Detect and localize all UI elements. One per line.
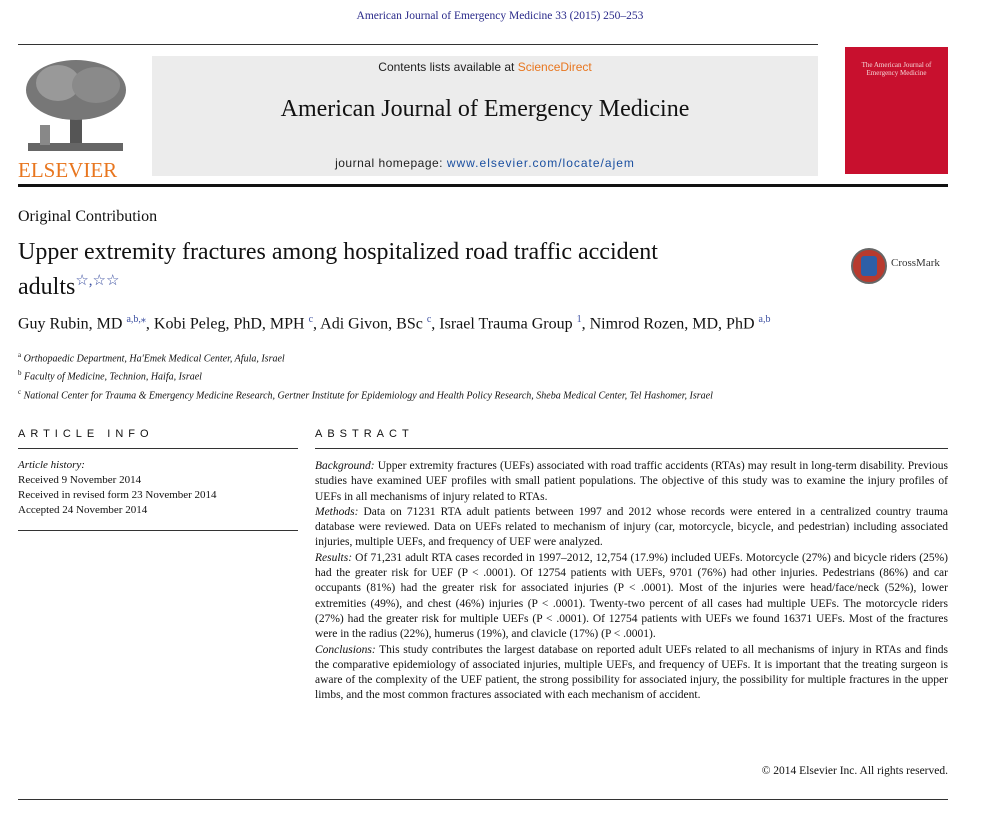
abstract-background	[315, 459, 948, 505]
abstract-results	[315, 551, 948, 643]
background-text: Upper extremity fractures (UEFs) associated with road traffic accidents (RTAs) may result in long-term disability. Previous studies have examined UEF profiles with small patient populations. The objective of this study was to examine the injury profiles of UEFs in all mechanisms of injury related to RTAs.	[315, 460, 948, 503]
section-type: Original Contribution	[18, 208, 158, 225]
article-title	[18, 238, 698, 302]
author-name[interactable]: , Adi Givon, BSc	[313, 315, 427, 333]
elsevier-tree-icon	[18, 55, 133, 155]
journal-cover-image[interactable]	[845, 47, 948, 174]
cover-title: The American Journal of Emergency Medicine	[861, 61, 932, 77]
methods-text: Data on 71231 RTA adult patients between 1997 and 2012 whose records were entered in a centralized country trauma database were reviewed. Data on UEFs related to mechanism of injury (car, motorcycle, bicycle, and pedestrian) including associated injuries, multiple UEFs, and frequency of UEF were analyzed.	[315, 505, 948, 549]
author-affiliation-marks[interactable]: c	[426, 314, 432, 325]
author-name[interactable]: , Kobi Peleg, PhD, MPH	[145, 315, 309, 333]
journal-citation[interactable]: American Journal of Emergency Medicine 33 (2015) 250–253	[356, 10, 644, 22]
copyright-notice: © 2014 Elsevier Inc. All rights reserved.	[761, 765, 948, 777]
author-affiliation-marks[interactable]: a,b,⁎	[126, 314, 146, 325]
crossmark-icon	[851, 248, 887, 284]
crossmark-label: CrossMark	[891, 257, 940, 269]
results-text: Of 71,231 adult RTA cases recorded in 1997–2012, 12,754 (17.9%) included UEFs. Motorcycle (27%) and bicycle riders (25%) had the greater risk for UEF (P < .0001). Of 12754 patients with UEFs, 9701 (76%) had other injuries. Pedestrians (86%) and car occupants (81%) had the greater risk for associated injuries (P < .0001). Most of the injuries were head/face/neck (52%), lower extremities (49%), and chest (46%) injuries (P < .0001). Twenty-two percent of all cases had multiple UEFs. The motorcycle riders (27%) had the greater risk for multiple UEFs (P < .0001). Of 12754 patients with UEFs we found 16371 UEFs. Most of the fractures were in the radius (22%), humerus (19%), and clavicle (17%) (P < .0001).	[315, 551, 948, 641]
author-name[interactable]: , Nimrod Rozen, MD, PhD	[581, 315, 759, 333]
affiliation-key: a	[18, 351, 22, 359]
author-list	[18, 314, 978, 333]
journal-homepage	[152, 156, 818, 170]
affiliation-item	[18, 348, 978, 366]
title-footnote-marks[interactable]: ☆,☆☆	[75, 273, 120, 289]
author-affiliation-marks[interactable]: c	[308, 314, 314, 325]
author-affiliation-marks[interactable]: 1	[576, 314, 582, 325]
author-affiliation-marks[interactable]: a,b	[758, 314, 771, 325]
results-label: Results:	[315, 551, 353, 564]
history-label: Article history:	[18, 459, 85, 471]
accepted-date: Accepted 24 November 2014	[18, 504, 148, 516]
revised-date: Received in revised form 23 November 2014	[18, 489, 217, 501]
background-label: Background:	[315, 460, 375, 472]
received-date: Received 9 November 2014	[18, 474, 142, 486]
methods-label: Methods:	[315, 505, 359, 518]
top-divider	[18, 44, 818, 45]
elsevier-logo	[18, 55, 133, 180]
conclusions-label: Conclusions:	[315, 643, 376, 656]
author-name[interactable]: Guy Rubin, MD	[18, 315, 127, 333]
abstract-methods	[315, 505, 948, 551]
article-title-text: Upper extremity fractures among hospitalized road traffic accident adults	[18, 239, 658, 300]
article-info-heading: ARTICLE INFO	[18, 428, 154, 440]
homepage-link[interactable]: www.elsevier.com/locate/ajem	[446, 156, 635, 170]
affiliation-text: Faculty of Medicine, Technion, Haifa, Israel	[24, 371, 202, 383]
affiliation-text: National Center for Trauma & Emergency Medicine Research, Gertner Institute for Epidemiology and Health Policy Research, Sheba Medical Center, Tel Hashomer, Israel	[23, 389, 713, 401]
crossmark-button[interactable]	[851, 248, 951, 284]
abstract-conclusions	[315, 643, 948, 704]
abstract-heading: ABSTRACT	[315, 428, 414, 440]
affiliations	[18, 348, 978, 403]
bottom-divider	[18, 799, 948, 800]
abstract-divider	[315, 448, 948, 449]
abstract-body	[315, 459, 948, 704]
journal-banner	[152, 56, 818, 176]
author-name[interactable]: , Israel Trauma Group	[431, 315, 577, 333]
contents-line	[152, 60, 818, 74]
sciencedirect-link[interactable]: ScienceDirect	[517, 60, 592, 74]
article-history	[18, 458, 288, 518]
affiliation-item	[18, 366, 978, 384]
history-divider	[18, 530, 298, 531]
contents-prefix: Contents lists available at	[378, 60, 518, 74]
affiliation-item	[18, 385, 978, 403]
article-info-divider	[18, 448, 298, 449]
header-divider	[18, 184, 948, 187]
journal-title: American Journal of Emergency Medicine	[280, 96, 690, 122]
conclusions-text: This study contributes the largest database on reported adult UEFs related to all mechanisms of injury in RTAs and finds the comparative epidemiology of associated injuries, multiple UEFs, and frequency of UEFs. It is important that the treating surgeon is aware of the complexity of the UEF patient, the strong possibility for associated injury, the possibility for multiple fractures in the upper limbs, and the most common fractures associated with each mechanism of accident.	[315, 643, 948, 702]
homepage-prefix: journal homepage:	[335, 156, 447, 170]
affiliation-key: b	[18, 369, 22, 378]
affiliation-key: c	[18, 387, 22, 396]
elsevier-wordmark: ELSEVIER	[18, 158, 118, 182]
affiliation-text: Orthopaedic Department, Ha'Emek Medical Center, Afula, Israel	[23, 353, 285, 365]
